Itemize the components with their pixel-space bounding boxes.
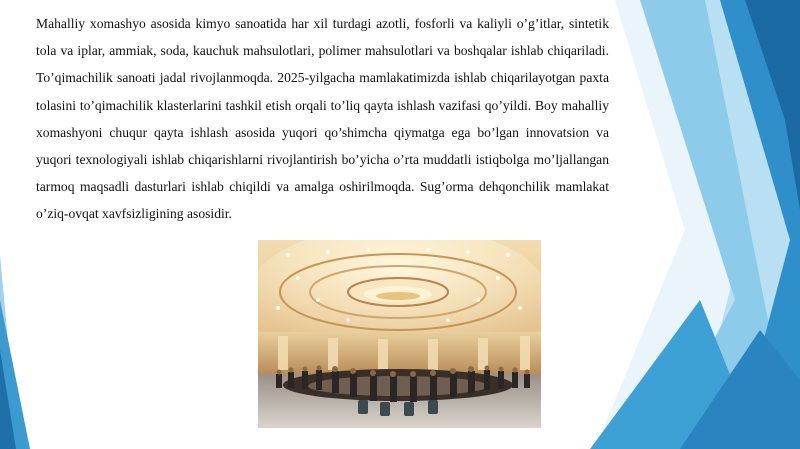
conference-hall-photo	[258, 240, 541, 428]
body-paragraph: Mahalliy xomashyo asosida kimyo sanoatida har xil turdagi azotli, fosforli va kaliyli o’g’itlar, sintetik tola va iplar, ammiak, soda, kauchuk mahsulotlari, polimer mahsulotlari va boshqalar ishlab chiqariladi. To’qimachilik sanoati jadal rivojlanmoqda. 2025-yilgacha mamlakatimizda ishlab chiqarilayotgan paxta tolasini to’qimachilik klasterlarini tashkil etish orqali to’liq qayta ishlash vazifasi qo’yildi. Boy mahalliy xomashyoni chuqur qayta ishlash asosida yuqori qo’shimcha qiymatga ega bo’lgan innovatsion va yuqori texnologiyali ishlab chiqarishlarni rivojlantirish bo’yicha o’rta muddatli istiqbolga mo’ljallangan tarmoq maqsadli dasturlari ishlab chiqildi va amalga oshirilmoqda. Sug’orma dehqonchilik mamlakat o’ziq-ovqat xavfsizligining asosidir.	[36, 16, 609, 222]
